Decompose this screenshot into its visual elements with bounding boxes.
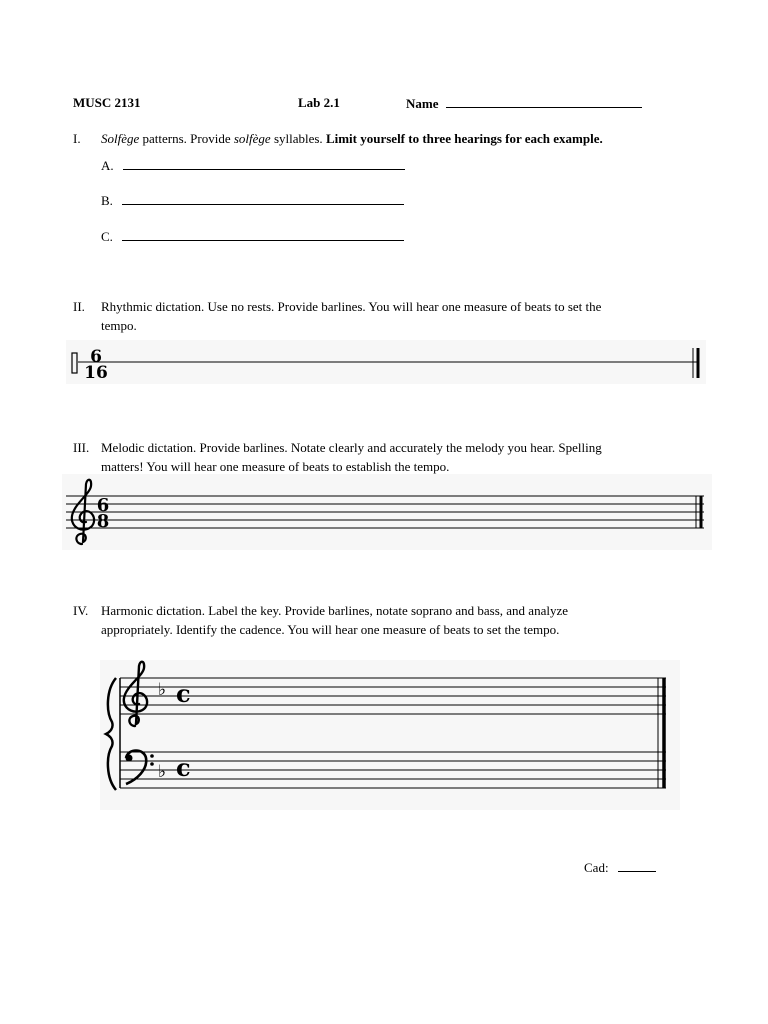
- hearing-limit-instruction: Limit yourself to three hearings for each example.: [325, 131, 603, 146]
- cadence-label: Cad:: [584, 860, 609, 875]
- patterns-text: patterns. Provide: [139, 131, 234, 146]
- bass-common-time: c: [176, 753, 191, 782]
- section-4-line-2: appropriately. Identify the cadence. You will hear one measure of beats to set the tempo.: [101, 622, 560, 637]
- answer-blank-a[interactable]: [123, 156, 405, 170]
- solfege-word-2: solfège: [233, 131, 271, 146]
- melodic-time-signature-top: 6: [96, 495, 110, 516]
- answer-row-b: [101, 191, 404, 209]
- name-label: [406, 94, 642, 112]
- treble-flat-icon: ♭: [158, 680, 167, 700]
- grand-staff[interactable]: [100, 660, 680, 810]
- section-2-line-1: Rhythmic dictation. Use no rests. Provide barlines. You will hear one measure of beats to set the: [101, 299, 602, 314]
- solfege-word: Solfège: [101, 131, 140, 146]
- syllables-text: syllables.: [270, 131, 326, 146]
- answer-blank-b[interactable]: [122, 191, 404, 205]
- section-1-instructions: [101, 130, 603, 147]
- melodic-time-signature-bottom: 8: [96, 511, 110, 532]
- cadence-blank[interactable]: [618, 858, 656, 872]
- answer-label-a: A.: [101, 158, 114, 173]
- answer-label-b: B.: [101, 193, 113, 208]
- answer-label-c: C.: [101, 229, 113, 244]
- answer-row-a: [101, 156, 405, 174]
- section-4-numeral: IV.: [73, 603, 89, 618]
- section-3-numeral: III.: [73, 440, 90, 455]
- section-2-line-2: tempo.: [101, 318, 137, 333]
- rhythm-time-signature-top: 6: [90, 347, 102, 367]
- rhythm-time-signature-bottom: 16: [84, 363, 108, 383]
- section-3-line-2: matters! You will hear one measure of beats to establish the tempo.: [101, 459, 450, 474]
- section-2-numeral: II.: [73, 299, 85, 314]
- section-4-line-1: Harmonic dictation. Label the key. Provide barlines, notate soprano and bass, and analyze: [101, 603, 569, 618]
- bass-flat-icon: ♭: [158, 762, 167, 782]
- name-label-text: Name: [406, 96, 439, 111]
- rhythm-staff[interactable]: [66, 340, 706, 384]
- course-code: MUSC 2131: [73, 95, 141, 110]
- answer-row-c: [101, 227, 404, 245]
- cadence-row: [584, 858, 656, 876]
- name-blank[interactable]: [446, 94, 642, 108]
- treble-common-time: c: [176, 679, 191, 708]
- section-1-numeral: I.: [73, 131, 81, 146]
- lab-number: Lab 2.1: [298, 95, 340, 110]
- section-3-line-1: Melodic dictation. Provide barlines. Notate clearly and accurately the melody you hear. Spelling: [101, 440, 602, 455]
- answer-blank-c[interactable]: [122, 227, 404, 241]
- melodic-staff[interactable]: [62, 474, 712, 550]
